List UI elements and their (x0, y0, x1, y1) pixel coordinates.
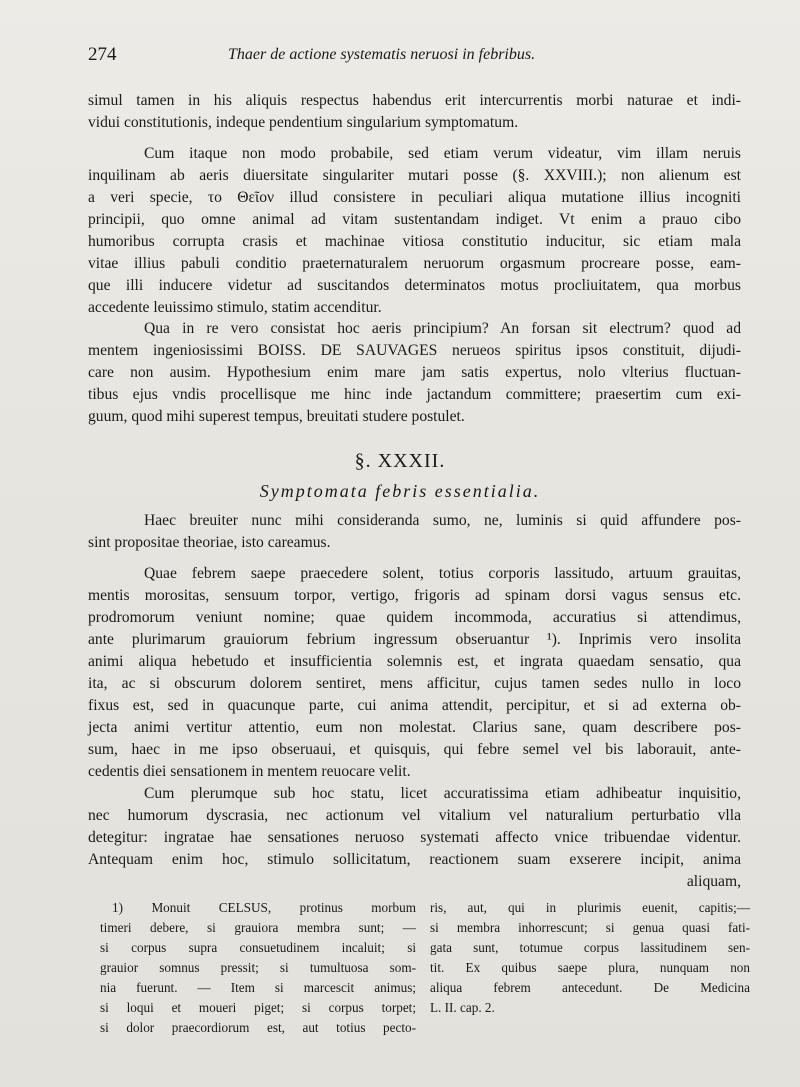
footnote-line: nia fuerunt. — Item si marcescit animus; (100, 980, 416, 995)
footnote-line: si loqui et moueri piget; si corpus torpet; (100, 1000, 416, 1015)
page-header (88, 44, 738, 68)
text-line: sint propositae theoriae, isto careamus. (88, 534, 331, 551)
catchword: aliquam, (686, 873, 741, 890)
paragraph-1 (88, 90, 741, 134)
paragraph-4 (88, 510, 741, 554)
footnote-line: aliqua febrem antecedunt. De Medicina (430, 980, 750, 995)
text-line: fixus est, sed in quacunque parte, cui anima attendit, percipitur, et si ad externa ob- (88, 697, 741, 714)
text-line: mentem ingeniosissimi BOISS. DE SAUVAGES neruеos spiritus ipsos constituit, dijudi- (88, 342, 741, 359)
text-line: que illi inducere videtur ad suscitandos determinatos motus procliuitatem, qua morbus (88, 277, 741, 294)
text-line: ita, ac si obscurum dolorem sentiret, mens afficitur, cujus tamen sedes nullo in loco (88, 675, 741, 692)
footnote-line: 1) Monuit CELSUS, protinus morbum (112, 900, 416, 915)
text-line: vitae illius pabuli conditio praeternaturalem neruorum orgasmum procreare posse, eam- (88, 255, 741, 272)
text-line: simul tamen in his aliquis respectus habendus erit intercurrentis morbi naturae et indi- (88, 92, 741, 109)
section-title: Symptomata febris essentialia. (259, 481, 541, 501)
footnote-column-right (430, 898, 750, 1018)
text-line: prodromorum veniunt nomine; quae quidem incommoda, accuratius si attendimus, (88, 609, 741, 626)
text-line: Haec breuiter nunc mihi consideranda sumo, ne, luminis si quid affundere pos- (144, 512, 741, 529)
footnote-line: tit. Ex quibus saepe plura, nunquam non (430, 960, 750, 975)
text-line: Antequam enim hoc, stimulo sollicitatum, reactionem suam exserere incipit, anima (88, 851, 741, 868)
text-line: jecta animi vertitur attentio, eum non molestat. Clarius sane, quam describere pos- (88, 719, 741, 736)
text-line: inquilinam ab aeris diuersitate singulariter mutari posse (§. XXVIII.); non alienum est (88, 167, 741, 184)
footnote-line: gata sunt, totumue corpus lassitudinem sen- (430, 940, 750, 955)
text-line: animi aliqua hebetudo et insufficientia solemnis est, et ingrata quaedam sensatio, qua (88, 653, 741, 670)
text-line: vidui constitutionis, indeque pendentium singularium symptomatum. (88, 114, 519, 131)
text-line: accedente leuissimo stimulo, statim accenditur. (88, 299, 382, 316)
footnote-line: ris, aut, qui in plurimis euenit, capitis;— (430, 900, 750, 915)
running-title: Thaer de actione systematis neruosi in febribus. (228, 46, 536, 63)
text-line: care non ausim. Hypothesium enim mare jam satis expertus, nolo vlterius fluctuan- (88, 364, 741, 381)
text-line: guum, quod mihi superest tempus, breuitati studere postulet. (88, 408, 465, 425)
footnote-line: L. II. cap. 2. (430, 1000, 495, 1015)
footnote-line: si dolor praecordiorum est, aut totius pecto- (100, 1020, 416, 1035)
text-line: Quae febrem saepe praecedere solent, totius corporis lassitudo, artuum grauitas, (144, 565, 741, 582)
footnote-column-left (100, 898, 416, 1038)
text-line: cedentis diei sensationem in mentem reuocare velit. (88, 763, 411, 780)
text-line: Cum itaque non modo probabile, sed etiam verum videatur, vim illam neruis (144, 145, 741, 162)
text-line: humoribus corrupta crasis et machinae vitiosa constitutio inducitur, sic etiam mala (88, 233, 741, 250)
paragraph-3 (88, 318, 741, 428)
text-line: principii, quo omne animal ad vitam sustentandam indiget. Vt enim a prauo cibo (88, 211, 741, 228)
text-line: nec humorum dyscrasia, nec actionum vel vitalium vel naturalium perturbatio vlla (88, 807, 741, 824)
section-number: §. XXXII. (354, 450, 446, 472)
text-line: sum, haec in me ipso obseruaui, et quisquis, qui febre semel vel bis laborauit, ante- (88, 741, 741, 758)
text-line: tibus ejus vndis procellisque me hinc inde jactandum committere; praesertim cum exi- (88, 386, 741, 403)
paragraph-2 (88, 143, 741, 319)
footnote-line: si corpus supra consuetudinem incaluit; si (100, 940, 416, 955)
text-line: detegitur: ingratae hae sensationes neruoso systemati affecto vnice tribuendae videntur. (88, 829, 741, 846)
text-line: ante plurimarum grauiorum febrium ingressum obseruantur ¹). Inprimis vero insolita (88, 631, 741, 648)
paragraph-6 (88, 783, 741, 893)
text-line: Cum plerumque sub hoc statu, licet accuratissima etiam adhibeatur inquisitio, (144, 785, 741, 802)
text-line: Qua in re vero consistat hoc aeris principium? An forsan sit electrum? quod ad (144, 320, 741, 337)
footnote-line: si membra inhorrescunt; si genua quasi fati- (430, 920, 750, 935)
page-number: 274 (88, 44, 117, 65)
text-line: mentis morositas, sensuum torpor, vertigo, frigoris ad spinam dorsi vagus sensus etc. (88, 587, 741, 604)
text-line: a veri specie, το Θεῖον illud consistere in peculiari aliqua mutatione illius incogniti (88, 189, 741, 206)
footnote-line: timeri debere, si grauiora membra sunt; — (100, 920, 416, 935)
footnote-line: grauior somnus pressit; si tumultuosa som- (100, 960, 416, 975)
paragraph-5 (88, 563, 741, 783)
